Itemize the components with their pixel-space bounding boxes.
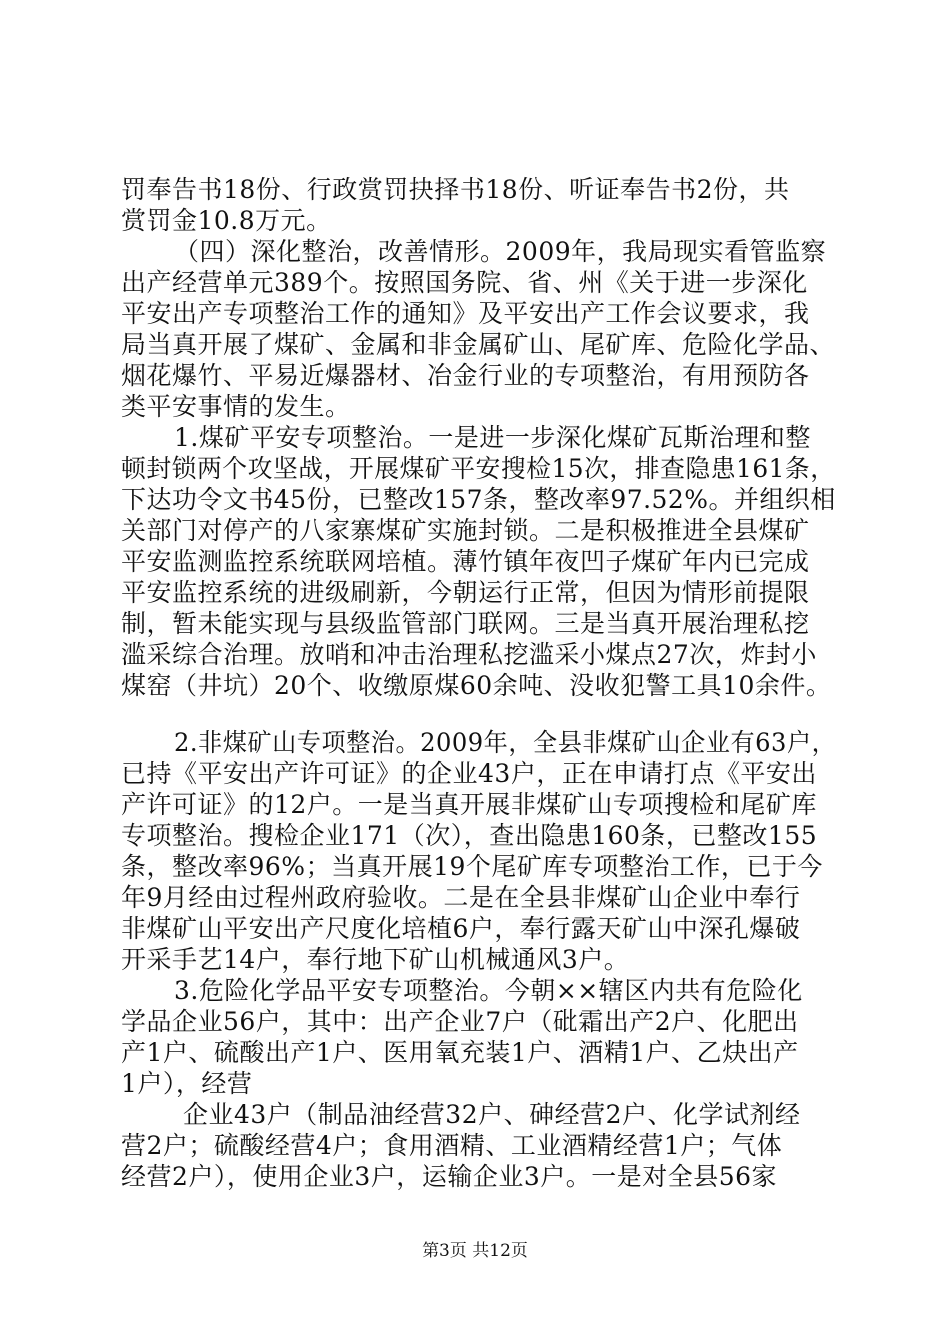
text-line: 制，暂未能实现与县级监管部门联网。三是当真开展治理私挖: [121, 609, 810, 638]
text-line: 罚奉告书18份、行政赏罚抉择书18份、听证奉告书2份，共: [121, 175, 790, 204]
text-line: 滥采综合治理。放哨和冲击治理私挖滥采小煤点27次，炸封小: [121, 640, 817, 669]
text-line: 企业43户（制品油经营32户、砷经营2户、化学试剂经: [183, 1100, 801, 1129]
text-line: 条，整改率96%；当真开展19个尾矿库专项整治工作，已于今: [121, 852, 823, 881]
text-line: 出产经营单元389个。按照国务院、省、州《关于进一步深化: [121, 268, 808, 297]
text-line: 煤窑（井坑）20个、收缴原煤60余吨、没收犯警工具10余件。: [121, 671, 832, 700]
text-line: 关部门对停产的八家寨煤矿实施封锁。二是积极推进全县煤矿: [121, 516, 810, 545]
text-line: （四）深化整治，改善情形。2009年，我局现实看管监察: [174, 237, 827, 266]
text-line: 年9月经由过程州政府验收。二是在全县非煤矿山企业中奉行: [121, 883, 801, 912]
text-line: 产许可证》的12户。一是当真开展非煤矿山专项搜检和尾矿库: [121, 790, 817, 819]
text-line: 营2户；硫酸经营4户；食用酒精、工业酒精经营1户；气体: [121, 1131, 783, 1160]
page-number-footer: 第3页 共12页: [422, 1241, 528, 1261]
text-line: 产1户、硫酸出产1户、医用氧充装1户、酒精1户、乙炔出产: [121, 1038, 799, 1067]
text-line: 已持《平安出产许可证》的企业43户，正在申请打点《平安出: [121, 759, 817, 788]
text-line: 赏罚金10.8万元。: [121, 206, 332, 235]
text-line: 局当真开展了煤矿、金属和非金属矿山、尾矿库、危险化学品、: [121, 330, 836, 359]
text-line: 1.煤矿平安专项整治。一是进一步深化煤矿瓦斯治理和整: [174, 423, 811, 452]
text-line: 2.非煤矿山专项整治。2009年，全县非煤矿山企业有63户，: [174, 728, 837, 757]
text-line: 经营2户），使用企业3户，运输企业3户。一是对全县56家: [121, 1162, 778, 1191]
text-line: 烟花爆竹、平易近爆器材、冶金行业的专项整治，有用预防各: [121, 361, 810, 390]
text-line: 专项整治。搜检企业171（次），查出隐患160条，已整改155: [121, 821, 818, 850]
text-line: 非煤矿山平安出产尺度化培植6户，奉行露天矿山中深孔爆破: [121, 914, 801, 943]
text-line: 学品企业56户，其中：出产企业7户（砒霜出产2户、化肥出: [121, 1007, 799, 1036]
text-line: 开采手艺14户，奉行地下矿山机械通风3户。: [121, 945, 630, 974]
text-line: 平安监测监控系统联网培植。薄竹镇年夜凹子煤矿年内已完成: [121, 547, 810, 576]
text-line: 下达功令文书45份，已整改157条，整改率97.52%。并组织相: [121, 485, 836, 514]
text-line: 顿封锁两个攻坚战，开展煤矿平安搜检15次，排查隐患161条，: [121, 454, 836, 483]
text-line: 1户），经营: [121, 1069, 253, 1098]
text-line: 平安出产专项整治工作的通知》及平安出产工作会议要求，我: [121, 299, 810, 328]
text-line: 3.危险化学品平安专项整治。今朝××辖区内共有危险化: [174, 976, 803, 1005]
text-line: 平安监控系统的进级刷新，今朝运行正常，但因为情形前提限: [121, 578, 810, 607]
text-line: 类平安事情的发生。: [121, 392, 351, 421]
